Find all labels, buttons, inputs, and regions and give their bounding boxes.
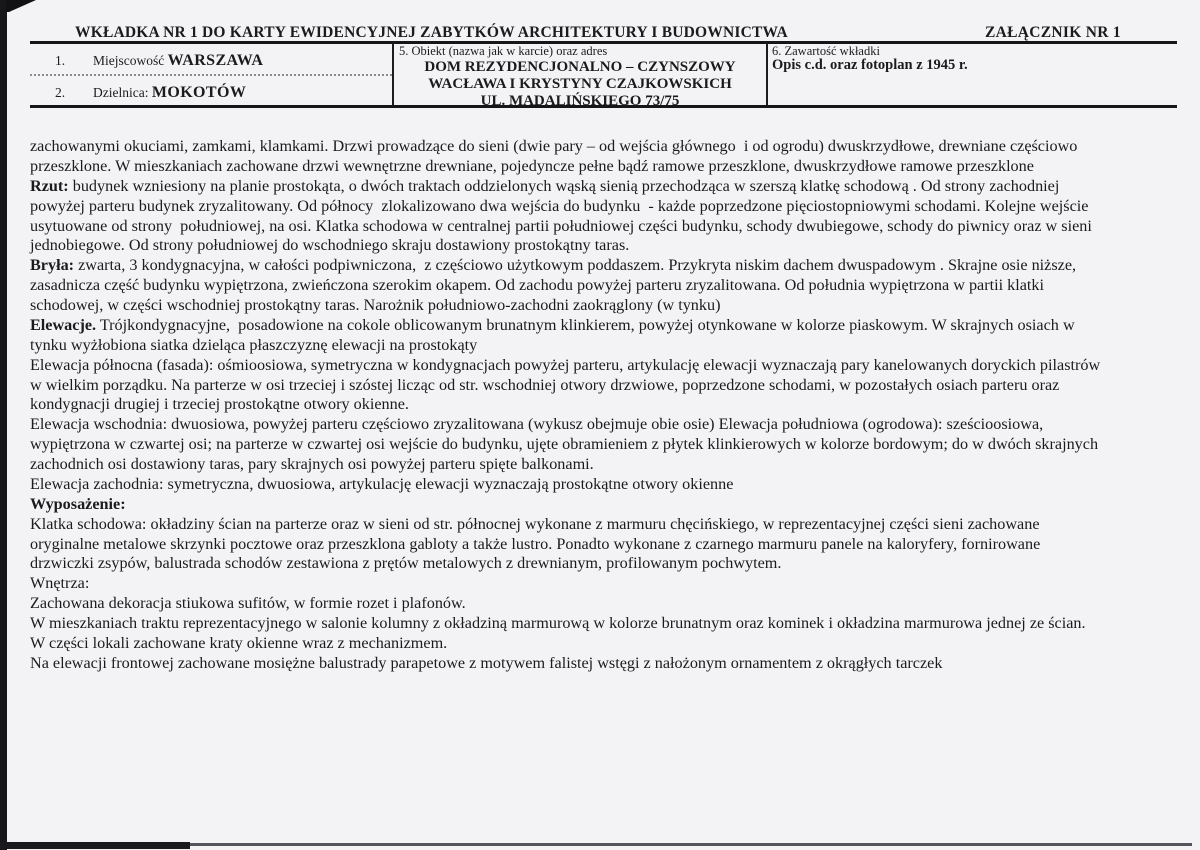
- body-line: [30, 177, 1180, 197]
- description-text: [30, 137, 1180, 674]
- body-line: [30, 554, 1180, 574]
- body-line-text: przeszklone. W mieszkaniach zachowane drzwi wewnętrzne drewniane, pojedyncze pełne bądź ramowe przeszklone, dwuskrzydłowe ramowe przeszklone: [30, 156, 1034, 175]
- body-line: [30, 594, 1180, 614]
- body-line-text: schodowej, w części wschodniej prostokątny taras. Narożnik południowo-zachodni zaokrąglony (w tynku): [30, 296, 721, 314]
- body-line-text: zachodnich osi dostawiony taras, pary skrajnych osi powyżej parteru spięte balkonami.: [30, 455, 594, 473]
- field-label: Miejscowość: [93, 53, 168, 68]
- field-value: WARSZAWA: [167, 52, 264, 69]
- body-line: [30, 495, 1180, 515]
- body-line-text: powyżej parteru budynek zryzalitowany. Od północy zlokalizowano dwa wejścia do budynku - każde poprzedzone pięciostopniowymi schodami. Kolejne wejście: [30, 196, 1089, 215]
- body-line: [30, 296, 1180, 316]
- body-line-text: budynek wzniesiony na planie prostokąta, o dwóch traktach oddzielonych wąską sienią przechodząca w szerszą klatkę schodową . Od strony zachodniej: [68, 176, 1060, 195]
- body-line-text: drzwiczki zsypów, balustrada schodów zestawiona z prętów metalowych z drewnianym, profilowanym pochwytem.: [30, 554, 782, 573]
- body-line: [30, 217, 1180, 237]
- object-address: UL. MADALIŃSKIEGO 73/75: [480, 93, 680, 109]
- scan-corner-top-left: [6, 0, 36, 12]
- body-line: [30, 137, 1180, 157]
- document-title: WKŁADKA NR 1 DO KARTY EWIDENCYJNEJ ZABYTKÓW ARCHITEKTURY I BUDOWNICTWA: [75, 24, 788, 41]
- body-line: [30, 236, 1180, 256]
- field-label: Dzielnica:: [93, 85, 152, 100]
- body-line-text: Elewacja północna (fasada): ośmioosiowa, symetryczna w kondygnacjach powyżej parteru, artykulację elewacji wyznaczają pary kanelowanych doryckich pilastrów: [30, 355, 1101, 374]
- body-line-text: kondygnacji drugiej i trzeciej prostokątne otwory okienne.: [30, 395, 409, 414]
- body-line: [30, 634, 1180, 654]
- body-line: [30, 316, 1180, 336]
- body-line-text: w wielkim porządku. Na parterze w osi trzeciej i szóstej licząc od str. wschodniej otwory drzwiowe, poprzedzone schodami, w pozostałych osiach parteru oraz: [30, 375, 1060, 394]
- field-object-label: 5. Obiekt (nazwa jak w karcie) oraz adres: [399, 44, 608, 58]
- body-line-text: zwarta, 3 kondygnacyjna, w całości podpiwniczona, z częściowo użytkowym poddaszem. Przykryta niskim dachem dwuspadowym . Skrajne osie niższe,: [74, 256, 1077, 275]
- body-line-text: zachowanymi okuciami, zamkami, klamkami. Drzwi prowadzące do sieni (dwie pary – od wejścia głównego i od ogrodu) dwuskrzydłowe, drewniane częściowo: [30, 137, 1078, 155]
- body-line: [30, 455, 1180, 475]
- body-line-text: W części lokali zachowane kraty okienne wraz z mechanizmem.: [30, 633, 448, 652]
- body-line: [30, 276, 1180, 296]
- body-line-text: Na elewacji frontowej zachowane mosiężne balustrady parapetowe z motywem falistej wstęgi z nałożonym ornamentem z okrągłych tarczek: [30, 653, 943, 672]
- body-line: [30, 256, 1180, 276]
- body-line: [30, 535, 1180, 555]
- body-line: [30, 654, 1180, 674]
- body-line-text: Elewacja zachodnia: symetryczna, dwuosiowa, artykulację elewacji wyznaczają prostokątne otwory okienne: [30, 474, 734, 493]
- body-line-text: Klatka schodowa: okładziny ścian na parterze oraz w sieni od str. północnej wykonane z marmuru chęcińskiego, w reprezentacyjnej części sieni zachowane: [30, 514, 1040, 533]
- object-name-line2: WACŁAWA I KRYSTYNY CZAJKOWSKICH: [428, 76, 732, 92]
- field-value: MOKOTÓW: [151, 84, 247, 101]
- field-contents-value: Opis c.d. oraz fotoplan z 1945 r.: [772, 57, 968, 73]
- field-number: 2.: [55, 85, 66, 100]
- body-line: [30, 415, 1180, 435]
- body-line: [30, 614, 1180, 634]
- body-line-lead: Elewacje.: [30, 315, 97, 334]
- body-line-text: tynku wyżłobiona siatka dzieląca płaszczyznę elewacji na prostokąty: [30, 335, 478, 354]
- body-line-text: jednobiegowe. Od strony południowej do wschodniego skraju dostawiony prostokątny taras.: [30, 236, 630, 255]
- body-line-text: Wnętrza:: [30, 574, 90, 593]
- body-line: [30, 475, 1180, 495]
- body-line: [30, 197, 1180, 217]
- field-object-value: [394, 59, 766, 110]
- field-contents-label: 6. Zawartość wkładki: [772, 44, 880, 58]
- body-line: [30, 435, 1180, 455]
- body-line-text: W mieszkaniach traktu reprezentacyjnego w salonie kolumny z okładziną marmurową w kolorze brunatnym oraz kominek i okładzina marmurowa jednej ze ścian.: [30, 614, 1086, 632]
- body-line: [30, 515, 1180, 535]
- body-line-text: oryginalne metalowe skrzynki pocztowe oraz przeszklona gabloty a także lustro. Ponadto wykonane z czarnego marmuru panele na kaloryfery, fornirowane: [30, 534, 1041, 553]
- field-miejscowosc: [55, 52, 263, 70]
- body-line: [30, 157, 1180, 177]
- body-line: [30, 356, 1180, 376]
- body-line-lead: Wyposażenie:: [30, 494, 126, 513]
- body-line-text: Elewacja wschodnia: dwuosiowa, powyżej parteru częściowo zryzalitowana (wykusz obejmuje obie osie) Elewacja południowa (ogrodowa): sześcioosiowa,: [30, 415, 1044, 434]
- field1-underline: [30, 74, 392, 76]
- body-line-text: Trójkondygnacyjne, posadowione na cokole oblicowanym brunatnym klinkierem, powyżej otynkowane w kolorze piaskowym. W skrajnych osiach w: [96, 315, 1075, 334]
- body-line-text: usytuowane od strony południowej, na osi. Klatka schodowa w centralnej partii południowej części budynku, schody dwubiegowe, schody do piwnicy oraz w sieni: [30, 216, 1092, 235]
- body-line-lead: Rzut:: [30, 176, 69, 195]
- table-divider-2: [766, 43, 768, 105]
- field-dzielnica: [55, 84, 246, 102]
- body-line-text: Zachowana dekoracja stiukowa sufitów, w formie rozet i plafonów.: [30, 594, 466, 613]
- body-line: [30, 336, 1180, 356]
- body-line: [30, 574, 1180, 594]
- body-line: [30, 395, 1180, 415]
- object-name-line1: DOM REZYDENCJONALNO – CZYNSZOWY: [424, 59, 736, 75]
- field-number: 1.: [55, 53, 66, 68]
- annex-label: ZAŁĄCZNIK NR 1: [985, 24, 1121, 41]
- body-line-text: wypiętrzona w czwartej osi; na parterze w czwartej osi wejście do budynku, ujęte obramieniem z płytek klinkierowych w kolorze bordowym; do w dwóch skrajnych: [30, 435, 1099, 454]
- scan-edge-bottom-left: [0, 842, 190, 849]
- scan-edge-left: [0, 0, 7, 850]
- body-line: [30, 376, 1180, 396]
- body-line-lead: Bryła:: [30, 256, 75, 275]
- body-line-text: zasadnicza część budynku wypiętrzona, zwieńczona szerokim okapem. Od zachodu powyżej parteru zryzalitowana. Od południa wypiętrzona w partii klatki: [30, 276, 1045, 295]
